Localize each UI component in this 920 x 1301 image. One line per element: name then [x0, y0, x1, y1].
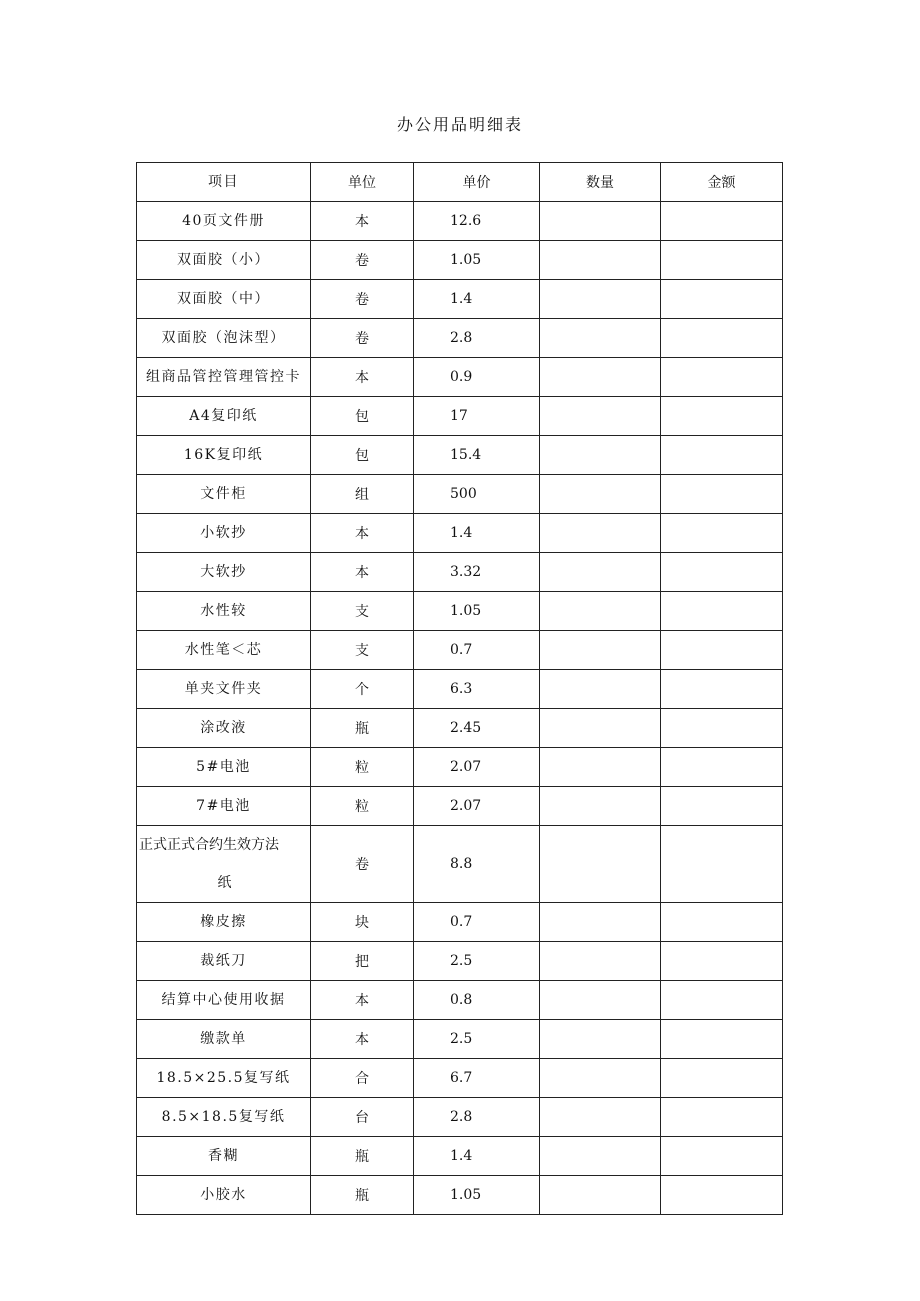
item-amount [661, 709, 783, 748]
table-row [137, 592, 783, 631]
item-quantity [540, 358, 661, 397]
table-row [137, 670, 783, 709]
item-price: 2.07 [414, 787, 540, 826]
item-price: 2.5 [414, 942, 540, 981]
table-row [137, 826, 783, 903]
item-unit: 台 [311, 1098, 414, 1137]
item-quantity [540, 1059, 661, 1098]
item-quantity [540, 553, 661, 592]
table-row [137, 319, 783, 358]
item-quantity [540, 787, 661, 826]
item-price: 0.7 [414, 631, 540, 670]
item-quantity [540, 475, 661, 514]
item-amount [661, 553, 783, 592]
item-amount [661, 475, 783, 514]
item-price: 0.7 [414, 903, 540, 942]
item-quantity [540, 942, 661, 981]
table-row [137, 475, 783, 514]
header-item: 项目 [137, 163, 311, 202]
table-row [137, 241, 783, 280]
item-name: 16K复印纸 [137, 436, 311, 475]
table-row [137, 631, 783, 670]
item-quantity [540, 1176, 661, 1215]
item-amount [661, 319, 783, 358]
item-quantity [540, 1137, 661, 1176]
item-name: 裁纸刀 [137, 942, 311, 981]
table-row [137, 1176, 783, 1215]
item-name: 橡皮擦 [137, 903, 311, 942]
item-amount [661, 787, 783, 826]
item-unit: 把 [311, 942, 414, 981]
item-name: 小胶水 [137, 1176, 311, 1215]
item-amount [661, 358, 783, 397]
item-name: 香糊 [137, 1137, 311, 1176]
item-unit: 本 [311, 553, 414, 592]
table-row [137, 358, 783, 397]
item-amount [661, 436, 783, 475]
item-unit: 瓶 [311, 1137, 414, 1176]
table-row [137, 1098, 783, 1137]
table-row [137, 436, 783, 475]
item-unit: 卷 [311, 280, 414, 319]
item-unit: 块 [311, 903, 414, 942]
item-name: 组商品管控管理管控卡 [137, 358, 311, 397]
item-unit: 瓶 [311, 709, 414, 748]
item-price: 12.6 [414, 202, 540, 241]
item-name: 水性较 [137, 592, 311, 631]
item-name: 小软抄 [137, 514, 311, 553]
item-quantity [540, 397, 661, 436]
item-quantity [540, 319, 661, 358]
item-amount [661, 514, 783, 553]
item-unit: 卷 [311, 241, 414, 280]
item-amount [661, 942, 783, 981]
item-unit: 支 [311, 592, 414, 631]
item-amount [661, 748, 783, 787]
item-quantity [540, 202, 661, 241]
item-price: 1.4 [414, 1137, 540, 1176]
item-price: 1.05 [414, 241, 540, 280]
page-title: 办公用品明细表 [396, 115, 523, 134]
item-price: 15.4 [414, 436, 540, 475]
item-unit: 粒 [311, 787, 414, 826]
item-price: 3.32 [414, 553, 540, 592]
item-name: 7#电池 [137, 787, 311, 826]
item-amount [661, 1176, 783, 1215]
header-amount: 金额 [661, 163, 783, 202]
item-price: 0.8 [414, 981, 540, 1020]
item-price: 2.07 [414, 748, 540, 787]
item-unit: 合 [311, 1059, 414, 1098]
item-quantity [540, 1098, 661, 1137]
item-name: 双面胶（中） [137, 280, 311, 319]
item-amount [661, 397, 783, 436]
item-price: 500 [414, 475, 540, 514]
item-amount [661, 1059, 783, 1098]
item-amount [661, 241, 783, 280]
item-unit: 卷 [311, 319, 414, 358]
item-price: 1.05 [414, 592, 540, 631]
item-quantity [540, 241, 661, 280]
table-row [137, 787, 783, 826]
item-amount [661, 981, 783, 1020]
item-price: 2.5 [414, 1020, 540, 1059]
item-name: 涂改液 [137, 709, 311, 748]
item-unit: 本 [311, 358, 414, 397]
item-name: 水性笔＜芯 [137, 631, 311, 670]
item-quantity [540, 631, 661, 670]
item-name [137, 826, 311, 903]
header-quantity: 数量 [540, 163, 661, 202]
item-amount [661, 903, 783, 942]
item-quantity [540, 670, 661, 709]
item-price: 6.3 [414, 670, 540, 709]
item-quantity [540, 280, 661, 319]
item-quantity [540, 826, 661, 903]
table-row [137, 942, 783, 981]
item-price: 6.7 [414, 1059, 540, 1098]
table-row [137, 1020, 783, 1059]
item-price: 1.4 [414, 514, 540, 553]
item-unit: 卷 [311, 826, 414, 903]
item-name: 5#电池 [137, 748, 311, 787]
table-row [137, 981, 783, 1020]
table-row [137, 280, 783, 319]
item-amount [661, 1020, 783, 1059]
item-price: 8.8 [414, 826, 540, 903]
table-row [137, 709, 783, 748]
item-name-line-2: 纸 [217, 875, 232, 891]
item-quantity [540, 981, 661, 1020]
item-quantity [540, 514, 661, 553]
office-supplies-table [136, 162, 783, 1215]
item-name: 结算中心使用收据 [137, 981, 311, 1020]
item-amount [661, 1098, 783, 1137]
item-price: 2.8 [414, 1098, 540, 1137]
item-price: 17 [414, 397, 540, 436]
item-unit: 个 [311, 670, 414, 709]
table-row [137, 514, 783, 553]
item-quantity [540, 436, 661, 475]
item-unit: 本 [311, 981, 414, 1020]
header-price: 单价 [414, 163, 540, 202]
item-name: 单夹文件夹 [137, 670, 311, 709]
table-row [137, 397, 783, 436]
item-name: 双面胶（小） [137, 241, 311, 280]
item-quantity [540, 748, 661, 787]
item-name: 文件柜 [137, 475, 311, 514]
item-unit: 粒 [311, 748, 414, 787]
item-name: 18.5×25.5复写纸 [137, 1059, 311, 1098]
table-row [137, 202, 783, 241]
table-row [137, 748, 783, 787]
item-unit: 包 [311, 397, 414, 436]
item-unit: 本 [311, 202, 414, 241]
item-price: 2.45 [414, 709, 540, 748]
item-amount [661, 631, 783, 670]
item-unit: 本 [311, 1020, 414, 1059]
item-quantity [540, 592, 661, 631]
item-unit: 包 [311, 436, 414, 475]
item-price: 1.05 [414, 1176, 540, 1215]
item-price: 0.9 [414, 358, 540, 397]
table-row [137, 903, 783, 942]
table-row [137, 1137, 783, 1176]
item-price: 1.4 [414, 280, 540, 319]
item-amount [661, 670, 783, 709]
item-unit: 瓶 [311, 1176, 414, 1215]
item-name: 8.5×18.5复写纸 [137, 1098, 311, 1137]
table-header-row [137, 163, 783, 202]
item-quantity [540, 709, 661, 748]
item-name: 大软抄 [137, 553, 311, 592]
item-name: 40页文件册 [137, 202, 311, 241]
item-unit: 支 [311, 631, 414, 670]
item-price: 2.8 [414, 319, 540, 358]
item-amount [661, 1137, 783, 1176]
header-unit: 单位 [311, 163, 414, 202]
table-row [137, 553, 783, 592]
item-name-line-1: 正式正式合约生效方法 [139, 837, 279, 853]
item-amount [661, 280, 783, 319]
item-unit: 本 [311, 514, 414, 553]
item-amount [661, 592, 783, 631]
item-quantity [540, 903, 661, 942]
item-name: 双面胶（泡沫型） [137, 319, 311, 358]
item-name: A4复印纸 [137, 397, 311, 436]
item-quantity [540, 1020, 661, 1059]
item-amount [661, 202, 783, 241]
table-row [137, 1059, 783, 1098]
item-amount [661, 826, 783, 903]
item-unit: 组 [311, 475, 414, 514]
item-name: 缴款单 [137, 1020, 311, 1059]
